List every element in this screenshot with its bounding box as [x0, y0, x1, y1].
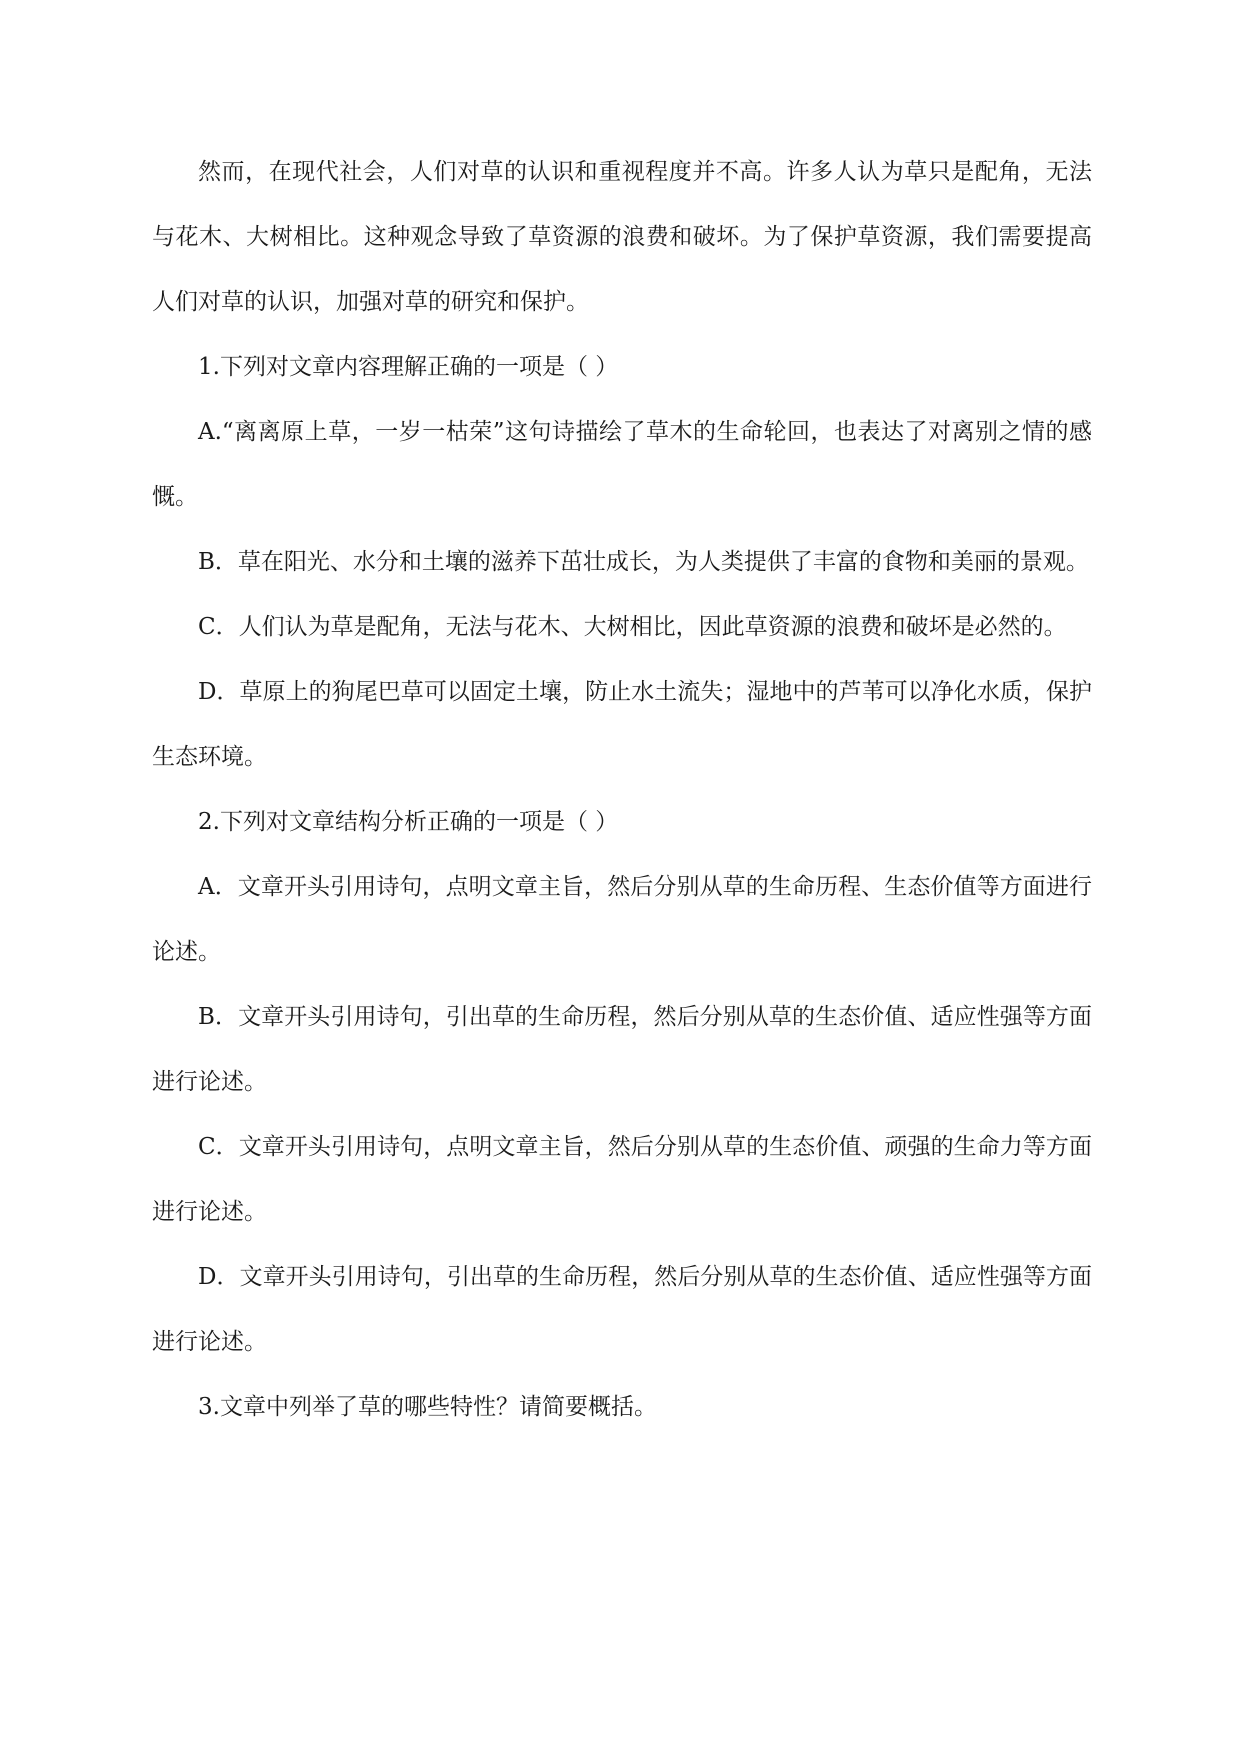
question-1-option-c: C．人们认为草是配角，无法与花木、大树相比，因此草资源的浪费和破坏是必然的。 [198, 614, 1067, 640]
question-2-option-c: C．文章开头引用诗句，点明文章主旨，然后分别从草的生态价值、顽强的生命力等方面进行论述。 [152, 1134, 1092, 1225]
question-1-option-a: A.“离离原上草，一岁一枯荣”这句诗描绘了草木的生命轮回，也表达了对离别之情的感慨。 [152, 419, 1092, 510]
question-3-stem: 3.文章中列举了草的哪些特性？请简要概括。 [198, 1394, 657, 1420]
question-1-option-b: B．草在阳光、水分和土壤的滋养下茁壮成长，为人类提供了丰富的食物和美丽的景观。 [198, 549, 1089, 575]
question-2-option-b: B．文章开头引用诗句，引出草的生命历程，然后分别从草的生态价值、适应性强等方面进行论述。 [152, 1004, 1092, 1095]
document-body [152, 140, 1092, 1440]
question-2-stem: 2.下列对文章结构分析正确的一项是（ ） [198, 809, 619, 835]
question-1-stem: 1.下列对文章内容理解正确的一项是（ ） [198, 354, 619, 380]
question-2-option-a: A．文章开头引用诗句，点明文章主旨，然后分别从草的生命历程、生态价值等方面进行论述。 [152, 874, 1092, 965]
question-1-option-d: D．草原上的狗尾巴草可以固定土壤，防止水土流失；湿地中的芦苇可以净化水质，保护生态环境。 [152, 679, 1092, 770]
intro-paragraph: 然而，在现代社会，人们对草的认识和重视程度并不高。许多人认为草只是配角，无法与花木、大树相比。这种观念导致了草资源的浪费和破坏。为了保护草资源，我们需要提高人们对草的认识，加强对草的研究和保护。 [152, 159, 1092, 315]
question-2-option-d: D．文章开头引用诗句，引出草的生命历程，然后分别从草的生态价值、适应性强等方面进行论述。 [152, 1264, 1092, 1355]
